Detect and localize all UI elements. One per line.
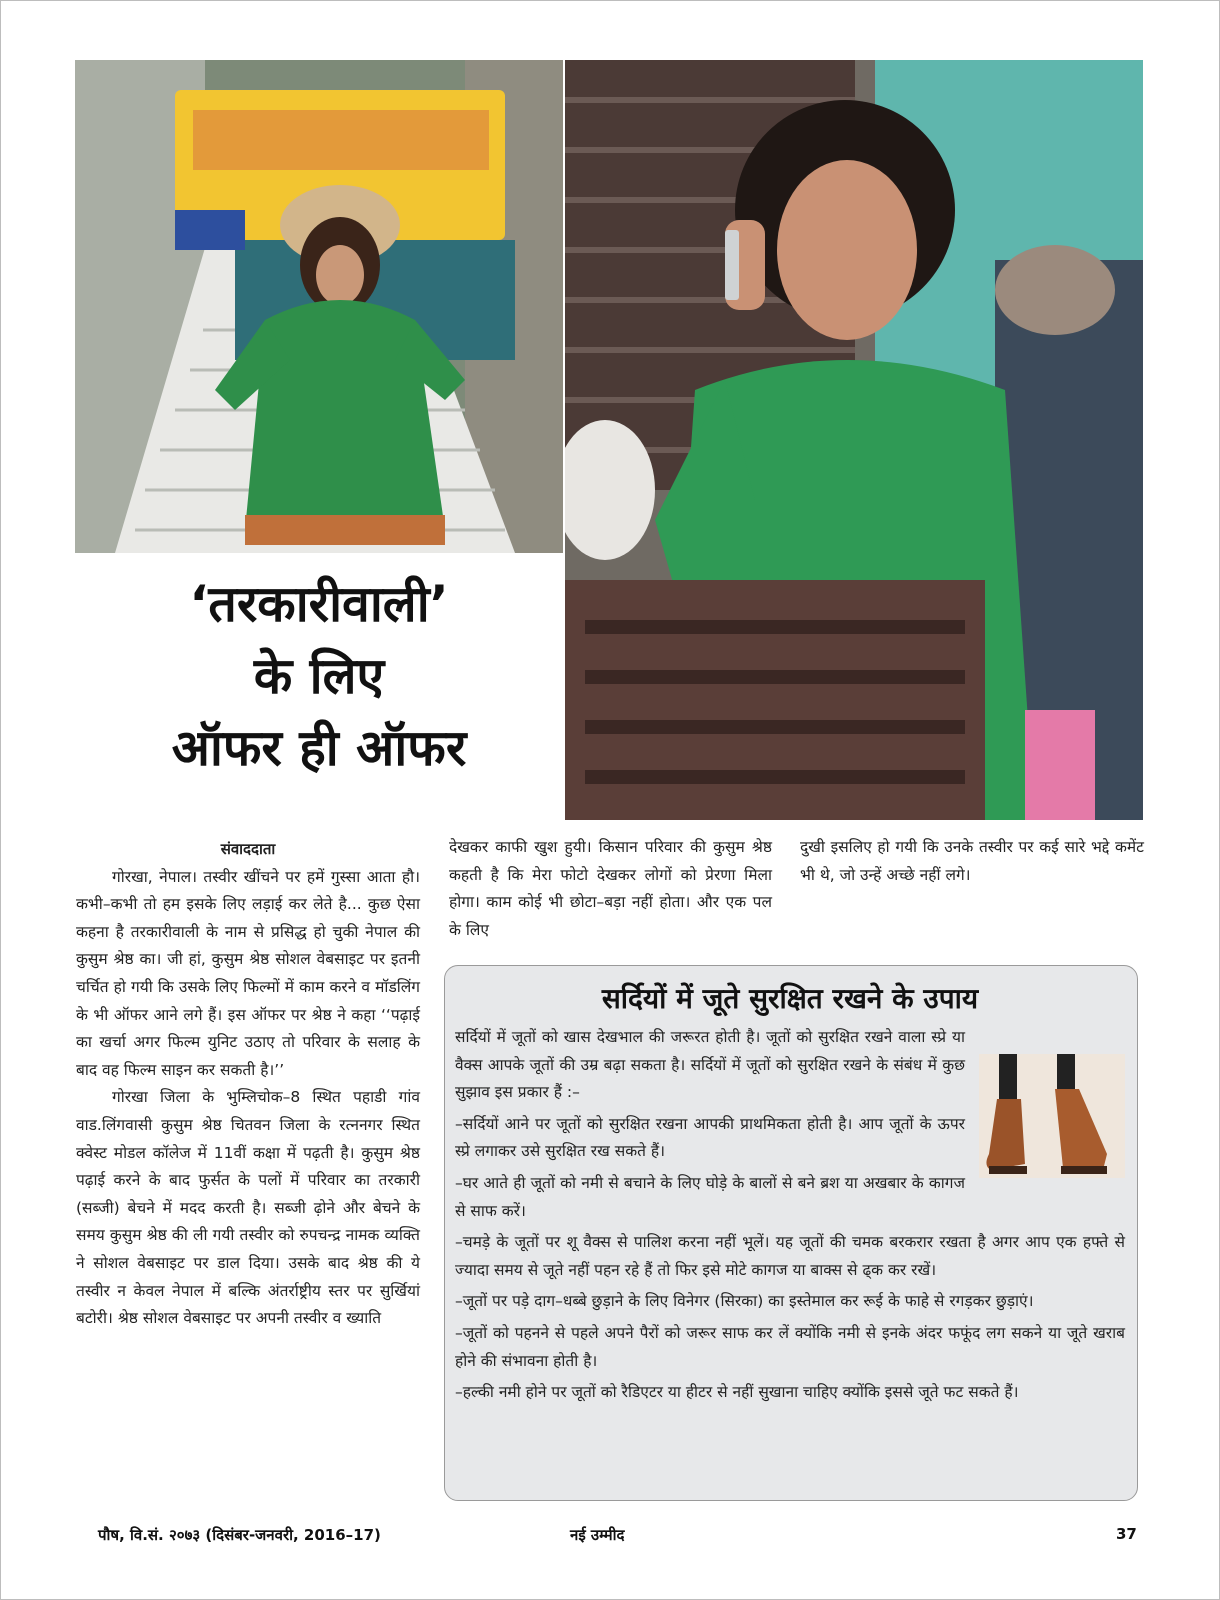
- headline-line-3: ऑफर ही ऑफर: [171, 719, 467, 777]
- article-paragraph-4: दुखी इसलिए हो गयी कि उनके तस्वीर पर कई सारे भद्दे कमेंट भी थे, जो उन्हें अच्छे नहीं लगे।: [800, 838, 1144, 884]
- photo-vegetable-carrier: [75, 60, 563, 553]
- headline-line-1: ‘तरकारीवाली’: [189, 575, 449, 633]
- photo-boots: [979, 1054, 1125, 1178]
- tip-item-3: –चमड़े के जूतों पर शू वैक्स से पालिश करना नहीं भूलें। यह जूतों की चमक बरकरार रखता है अगर आप एक हफ्ते से ज्यादा समय से जूते नहीं पहन रहे हैं तो फिर इसे मोटे कागज या बाक्स से ढ्क कर रखें।: [455, 1233, 1125, 1279]
- tips-body: [455, 1024, 1125, 1407]
- tip-item-4: –जूतों पर पड़े दाग–धब्बे छुड़ाने के लिए विनेगर (सिरका) का इस्तेमाल कर रूई के फाहे से रगड़कर छुड़ाएं।: [455, 1292, 1034, 1311]
- headline-line-2: के लिए: [253, 647, 385, 705]
- tip-item-5: –जूतों को पहनने से पहले अपने पैरों को जरूर साफ कर लें क्योंकि नमी से इनके अंदर फफूंद लग सकने या जूते खराब होने की संभावना होती है।: [455, 1323, 1125, 1370]
- article-column-1: [76, 836, 420, 1333]
- article-column-3: [800, 834, 1144, 889]
- article-paragraph-2: गोरखा जिला के भुम्लिचोक–8 स्थित पहाडी गांव वाड.लिंगवासी कुसुम श्रेष्ठ चितवन जिला के रत्ननगर स्थित क्वेस्ट मोडल कॉलेज में 11वीं कक्षा में पढ़ती है। कुसुम श्रेष्ठ पढ़ाई करने के बाद फुर्सत के पलों में परिवार का तरकारी (सब्जी) बेचने में मदद करती है। सब्जी ढ़ोने और बेचने के समय कुसुम श्रेष्ठ की ली गयी तस्वीर को रुपचन्द्र नामक व्यक्ति ने सोशल वेबसाइट पर डाल दिया। उसके बाद श्रेष्ठ की ये तस्वीर न केवल नेपाल में बल्कि अंतर्राष्ट्रीय स्तर पर सुर्खियां बटोरी। श्रेष्ठ सोशल वेबसाइट पर अपनी तस्वीर व ख्याति: [76, 1088, 420, 1328]
- article-paragraph-1: गोरखा, नेपाल। तस्वीर खींचने पर हमें गुस्सा आता हौ। कभी–कभी तो हम इसके लिए लड़ाई कर लेते है... कुछ ऐसा कहना है तरकारीवाली के नाम से प्रसिद्ध हो चुकी नेपाल की कुसुम श्रेष्ठ का। जी हां, कुसुम श्रेष्ठ सोशल वेबसाइट पर इतनी चर्चित हो गयी कि उसके लिए फिल्मों में काम करने व मॉडलिंग के भी ऑफर आने लगे हैं। इस ऑफर पर श्रेष्ठ ने कहा ‘‘पढ़ाई का खर्चा अगर फिल्म युनिट उठाए तो परिवार के सलाह के बाद वह फिल्म साइन कर सकती है।’’: [76, 867, 420, 1079]
- footer-magazine-name: नई उम्मीद: [570, 1526, 625, 1544]
- headline: [75, 568, 563, 784]
- tip-item-2: –घर आते ही जूतों को नमी से बचाने के लिए घोड़े के बालों से बने ब्रश या अखबार के कागज से साफ करें।: [455, 1173, 965, 1220]
- tip-item-6: –हल्की नमी होने पर जूतों को रैडिएटर या हीटर से नहीं सुखाना चाहिए क्योंकि इससे जूते फट सकते हैं।: [455, 1383, 1019, 1402]
- footer-page-number: 37: [1116, 1525, 1137, 1543]
- photo-woman-on-phone: [565, 60, 1143, 820]
- footer-date: पौष, वि.सं. २०७३ (दिसंबर-जनवरी, 2016–17): [98, 1526, 381, 1544]
- tips-title: सर्दियों में जूते सुरक्षित रखने के उपाय: [601, 982, 979, 1015]
- shoe-care-tips-box: [444, 965, 1138, 1501]
- tip-item-1: –सर्दियों आने पर जूतों को सुरक्षित रखना आपकी प्राथमिकता होती है। आप जूतों के ऊपर स्प्रे लगाकर उसे सुरक्षित रख सकते हैं।: [455, 1114, 965, 1161]
- byline: संवाददाता: [220, 840, 276, 858]
- article-column-2: [449, 834, 772, 944]
- article-paragraph-3: देखकर काफी खुश हुयी। किसान परिवार की कुसुम श्रेष्ठ कहती है कि मेरा फोटो देखकर लोगों को प्रेरणा मिला होगा। काम कोई भी छोटा–बड़ा नहीं होता। और एक पल के लिए: [449, 838, 772, 939]
- tips-intro: सर्दियों में जूतों को खास देखभाल की जरूरत होती है। जूतों को सुरक्षित रखने वाला स्प्रे या वैक्स आपके जूतों की उम्र बढ़ा सकता है। सर्दियों में जूतों को सुरक्षित रखने के संबंध में कुछ सुझाव इस प्रकार हैं :–: [455, 1028, 965, 1102]
